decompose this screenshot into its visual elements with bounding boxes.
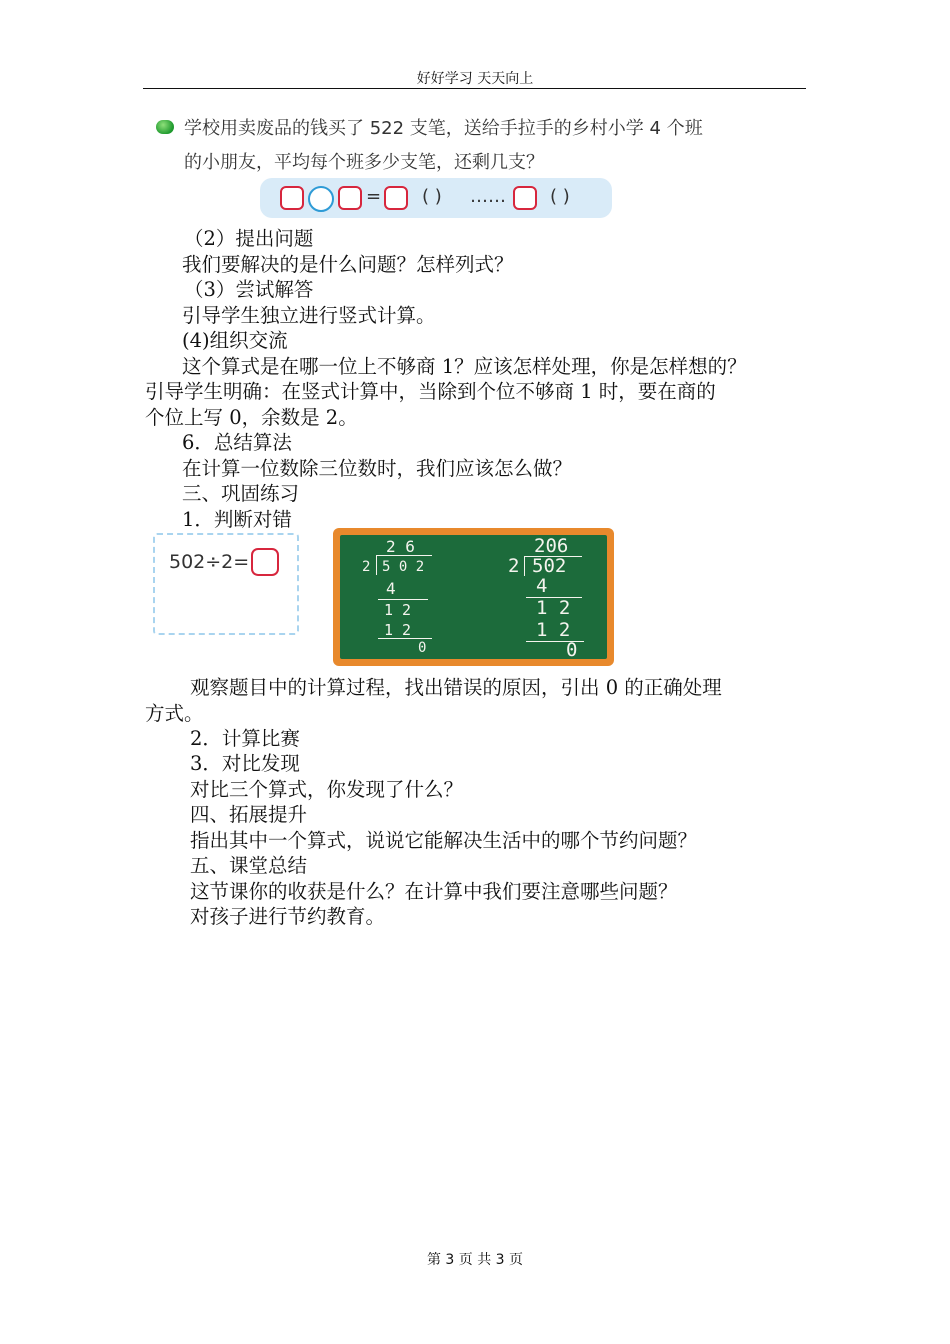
right-step-1: 4 [536,575,548,597]
left-division-bar [376,555,432,556]
heading-true-false: 1．判断对错 [182,508,292,531]
text-thrift-education: 对孩子进行节约教育。 [190,905,386,928]
right-divisor: 2 [508,555,520,577]
left-step-2: 1 2 [384,601,412,619]
text-compare: 对比三个算式，你发现了什么？ [190,778,464,801]
left-step-1: 4 [386,579,396,598]
left-division-bracket [376,555,377,575]
left-step-3: 1 2 [384,621,412,639]
text-how-calc: 在计算一位数除三位数时，我们应该怎么做？ [182,457,573,480]
heading-ask-question: （2）提出问题 [184,227,314,250]
left-dividend: 5 0 2 [382,559,425,575]
formula-dots: …… [470,186,506,207]
text-extension: 指出其中一个算式，说说它能解决生活中的哪个节约问题？ [190,829,698,852]
right-step-2: 1 2 [536,597,571,619]
text-what-problem: 我们要解决的是什么问题？怎样列式？ [182,253,514,276]
text-guide-line-1: 引导学生明确：在竖式计算中，当除到个位不够商 1 时，要在商的 [145,380,716,403]
blank-box-divisor [338,186,362,210]
heading-try-solve: （3）尝试解答 [184,278,314,301]
text-guide-line-2: 个位上写 0，余数是 2。 [145,406,358,429]
heading-extension: 四、拓展提升 [190,803,308,826]
heading-practice: 三、巩固练习 [182,482,300,505]
page-header: 好好学习 天天向上 [416,71,534,87]
heading-summary: 五、课堂总结 [190,854,308,877]
problem-line-1: 学校用卖废品的钱买了 522 支笔，送给手拉手的乡村小学 4 个班 [184,118,703,139]
green-bullet-icon [156,120,174,134]
blank-box-quotient [384,186,408,210]
text-observe-line-2: 方式。 [145,702,204,725]
right-quotient: 206 [534,535,569,557]
text-summary: 这节课你的收获是什么？在计算中我们要注意哪些问题？ [190,880,678,903]
heading-compare: 3．对比发现 [190,752,300,775]
chalkboard [333,528,614,666]
formula-unit-2: ( ) [550,186,570,207]
text-observe-line-1: 观察题目中的计算过程，找出错误的原因，引出 0 的正确处理 [190,676,722,699]
left-line-2 [378,638,432,639]
formula-template [260,178,612,218]
blank-circle-operator [308,186,334,212]
right-dividend: 502 [532,555,567,577]
formula-equals: = [366,186,382,207]
heading-discuss: (4)组织交流 [182,329,288,352]
expression-text: 502÷2= [169,551,250,573]
chalkboard-surface [340,535,607,659]
left-line-1 [378,599,428,600]
right-remainder: 0 [566,639,578,661]
heading-contest: 2．计算比赛 [190,727,300,750]
left-quotient: 2 6 [386,537,415,556]
blank-box-dividend [280,186,304,210]
heading-summarize: 6．总结算法 [182,431,292,454]
problem-line-2: 的小朋友，平均每个班多少支笔，还剩几支？ [184,152,544,173]
blank-box-remainder [513,186,537,210]
header-rule [143,88,806,89]
formula-unit-1: ( ) [422,186,442,207]
right-division-bracket [524,556,525,576]
text-vertical-calc: 引导学生独立进行竖式计算。 [182,304,436,327]
left-divisor: 2 [362,559,371,575]
page-footer: 第 3 页 共 3 页 [426,1252,524,1268]
left-remainder: 0 [418,640,427,656]
expression-card [153,533,299,635]
right-step-3: 1 2 [536,619,571,641]
answer-box [251,548,279,576]
text-which-digit: 这个算式是在哪一位上不够商 1？应该怎样处理，你是怎样想的？ [182,355,747,378]
